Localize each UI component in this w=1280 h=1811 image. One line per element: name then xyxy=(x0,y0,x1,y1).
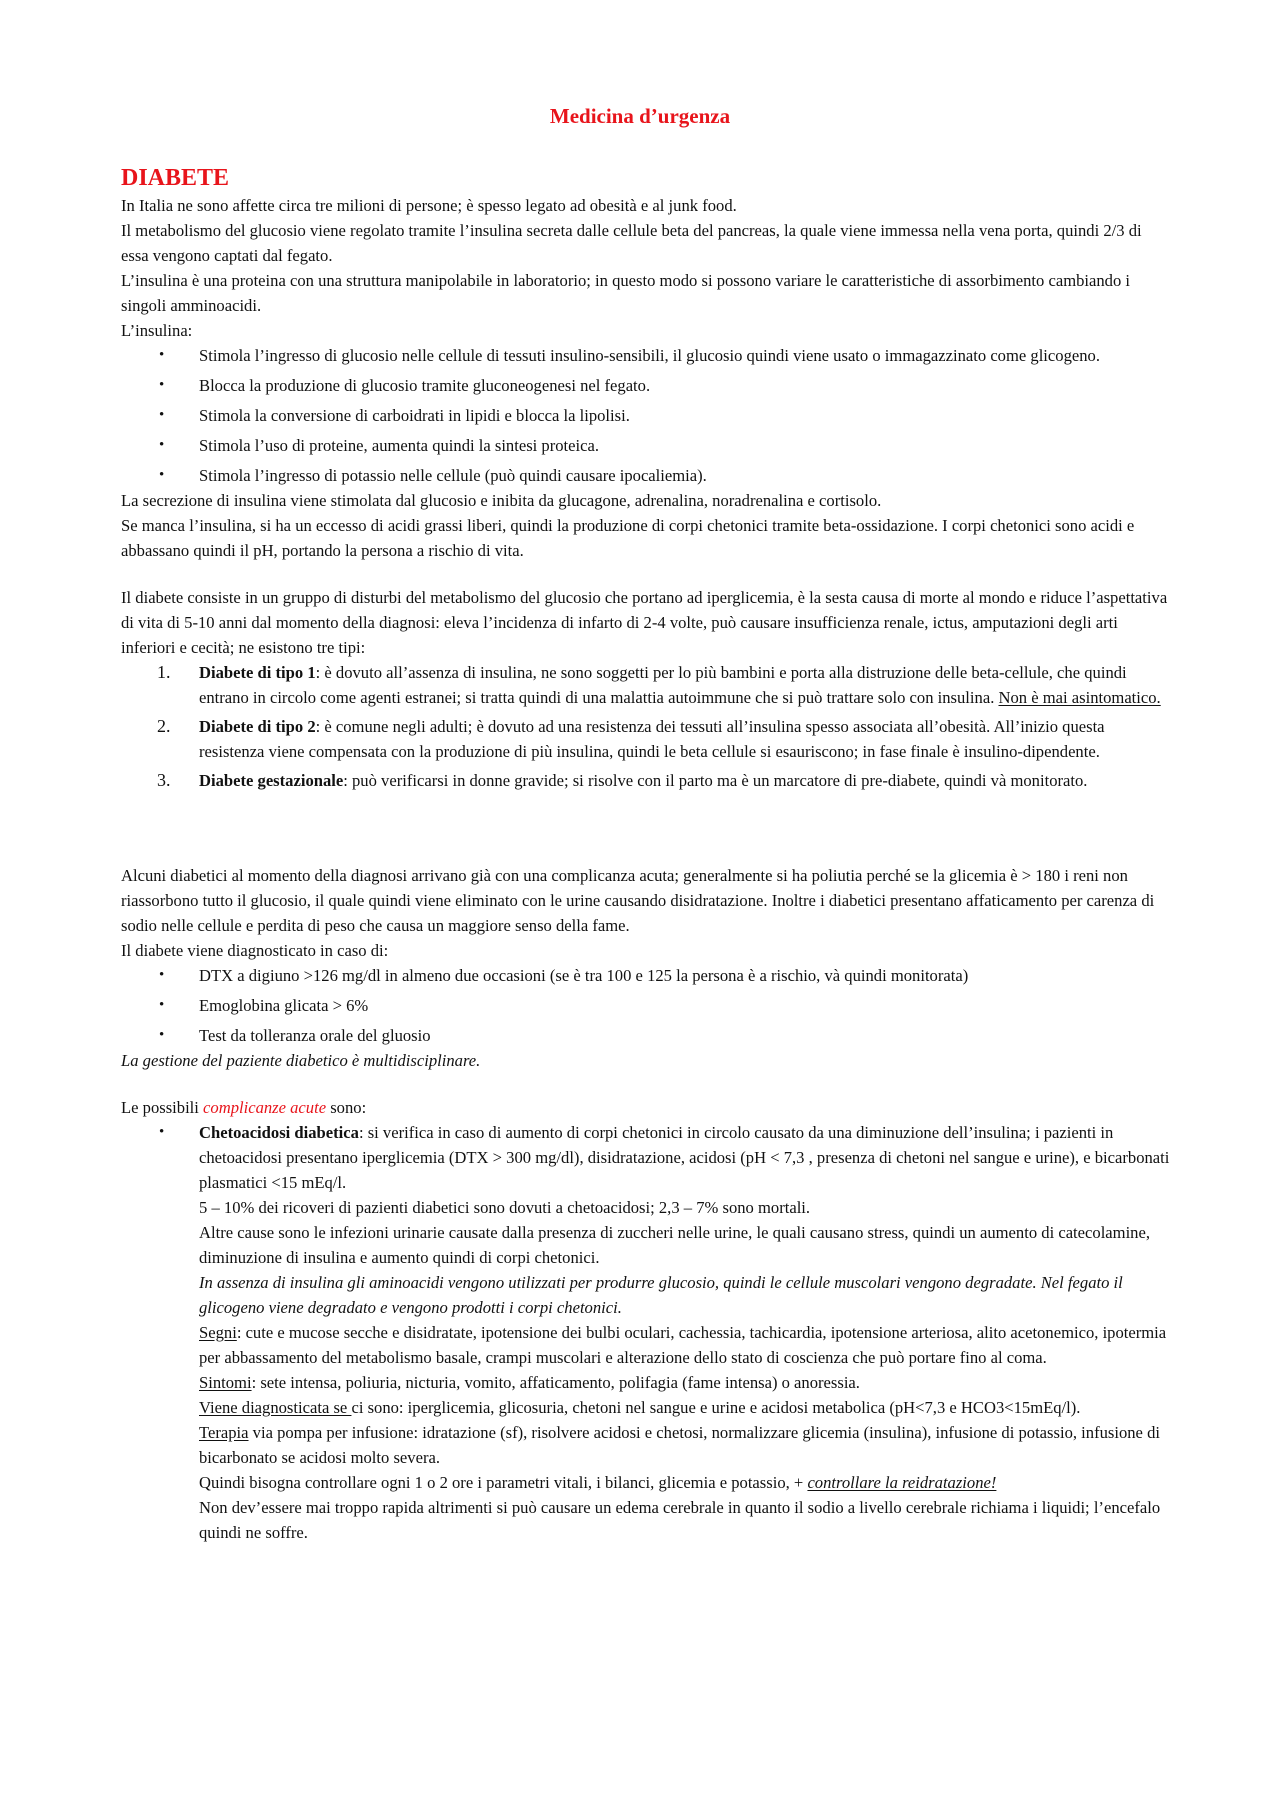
signs-label: Segni xyxy=(199,1323,237,1342)
list-item xyxy=(121,714,1171,764)
symptoms-label: Sintomi xyxy=(199,1373,252,1392)
list-item: • Test da tolleranza orale del gluosio xyxy=(121,1023,1171,1048)
list-item: • Stimola l’ingresso di glucosio nelle cellule di tessuti insulino-sensibili, il glucosio quindi viene usato o immagazzinato come glicogeno. xyxy=(121,343,1171,368)
diabetes-types-list xyxy=(121,660,1171,793)
complications-list xyxy=(121,1120,1171,1545)
section-heading-diabete: DIABETE xyxy=(121,165,230,191)
list-number: 1. xyxy=(157,662,171,682)
list-item: • Stimola la conversione di carboidrati in lipidi e blocca la lipolisi. xyxy=(121,403,1171,428)
list-item-chetoacidosi xyxy=(121,1120,1171,1545)
insulin-effects-list xyxy=(121,343,1171,488)
lead-text: sono: xyxy=(326,1098,367,1117)
list-item: • Stimola l’uso di proteine, aumenta quindi la sintesi proteica. xyxy=(121,433,1171,458)
definition-paragraph: Il diabete consiste in un gruppo di disturbi del metabolismo del glucosio che portano ad iperglicemia, è la sesta causa di morte al mondo e riduce l’aspettativa di vita di 5-10 anni dal momento della diagnosi: eleva l’incidenza di infarto di 2-4 volte, può causare insufficienza renale, ictus, amputazioni degli arti inferiori e cecità; ne esistono tre tipi: xyxy=(121,588,1168,657)
diagnosis-label: Viene diagnosticata se xyxy=(199,1398,352,1417)
type-text: : può verificarsi in donne gravide; si risolve con il parto ma è un marcatore di pre-diabete, quindi và monitorato. xyxy=(343,771,1088,790)
list-number: 3. xyxy=(157,770,171,790)
complication-text: Altre cause sono le infezioni urinarie causate dalla presenza di zuccheri nelle urine, le quali causano stress, quindi un aumento di catecolamine, diminuzione di insulina e aumento quindi di corpi chetonici. xyxy=(199,1223,1150,1267)
complication-text: 5 – 10% dei ricoveri di pazienti diabetici sono dovuti a chetoacidosi; 2,3 – 7% sono mortali. xyxy=(199,1198,811,1217)
type-underlined-note: Non è mai asintomatico. xyxy=(998,688,1161,707)
type-name: Diabete di tipo 1 xyxy=(199,663,316,682)
symptoms-text: : sete intensa, poliuria, nicturia, vomito, affaticamento, polifagia (fame intensa) o anoressia. xyxy=(251,1373,860,1392)
list-item: • DTX a digiuno >126 mg/dl in almeno due occasioni (se è tra 100 e 125 la persona è a rischio, và quindi monitorata) xyxy=(121,963,1171,988)
complication-name: Chetoacidosi diabetica xyxy=(199,1123,359,1142)
type-name: Diabete di tipo 2 xyxy=(199,717,316,736)
management-note: La gestione del paziente diabetico è multidisciplinare. xyxy=(121,1051,481,1070)
list-item: • Blocca la produzione di glucosio tramite gluconeogenesi nel fegato. xyxy=(121,373,1171,398)
complications-lead xyxy=(121,1095,1171,1120)
list-item xyxy=(121,660,1171,710)
lead-emphasis: complicanze acute xyxy=(203,1098,327,1117)
diagnosis-text: ci sono: iperglicemia, glicosuria, chetoni nel sangue e urine e acidosi metabolica (pH<7,3 e HCO3<15mEq/l). xyxy=(351,1398,1081,1417)
type-text: : è dovuto all’assenza di insulina, ne sono soggetti per lo più bambini e porta alla distruzione delle beta-cellule, che quindi entrano in circolo come agenti estranei; si tratta quindi di una malattia autoimmune che si può trattare solo con insulina. xyxy=(199,663,1127,707)
document-body xyxy=(121,163,1171,1550)
document-title: Medicina d’urgenza xyxy=(549,104,731,128)
type-text: : è comune negli adulti; è dovuto ad una resistenza dei tessuti all’insulina spesso associata all’obesità. All’inizio questa resistenza viene compensata con la produzione di più insulina, quindi le beta cellule si esauriscono; in fase finale è insulino-dipendente. xyxy=(199,717,1105,761)
diagnosis-lead: Il diabete viene diagnosticato in caso di: xyxy=(121,941,389,960)
type-name: Diabete gestazionale xyxy=(199,771,344,790)
diagnosis-criteria-list xyxy=(121,963,1171,1048)
lead-text: Le possibili xyxy=(121,1098,204,1117)
list-item: • Stimola l’ingresso di potassio nelle cellule (può quindi causare ipocaliemia). xyxy=(121,463,1171,488)
intro-paragraph: In Italia ne sono affette circa tre milioni di persone; è spesso legato ad obesità e al junk food. xyxy=(121,196,737,215)
therapy-label: Terapia xyxy=(199,1423,249,1442)
complication-text: In assenza di insulina gli aminoacidi vengono utilizzati per produrre glucosio, quindi le cellule muscolari vengono degradate. Nel fegato il glicogeno viene degradato e vengono prodotti i corpi chetonici. xyxy=(199,1273,1123,1317)
intro-paragraph: L’insulina è una proteina con una struttura manipolabile in laboratorio; in questo modo si possono variare le caratteristiche di assorbimento cambiando i singoli amminoacidi. xyxy=(121,271,1131,315)
complication-text: Non dev’essere mai troppo rapida altrimenti si può causare un edema cerebrale in quanto il sodio a livello cerebrale richiama i liquidi; l’encefalo quindi ne soffre. xyxy=(199,1498,1161,1542)
paragraph: Se manca l’insulina, si ha un eccesso di acidi grassi liberi, quindi la produzione di corpi chetonici tramite beta-ossidazione. I corpi chetonici sono acidi e abbassano quindi il pH, portando la persona a rischio di vita. xyxy=(121,516,1135,560)
intro-paragraph: L’insulina: xyxy=(121,321,193,340)
monitor-text: Quindi bisogna controllare ogni 1 o 2 ore i parametri vitali, i bilanci, glicemia e potassio, + xyxy=(199,1473,808,1492)
intro-paragraph: Il metabolismo del glucosio viene regolato tramite l’insulina secreta dalle cellule beta del pancreas, la quale viene immessa nella vena porta, quindi 2/3 di essa vengono captati dal fegato. xyxy=(121,221,1142,265)
paragraph: La secrezione di insulina viene stimolata dal glucosio e inibita da glucagone, adrenalina, noradrenalina e cortisolo. xyxy=(121,491,882,510)
diagnosis-intro-paragraph: Alcuni diabetici al momento della diagnosi arrivano già con una complicanza acuta; generalmente si ha poliutia perché se la glicemia è > 180 i reni non riassorbono tutto il glucosio, il quale quindi viene eliminato con le urine causando disidratazione. Inoltre i diabetici presentano affaticamento per carenza di sodio nelle cellule e perdita di peso che causa un maggiore senso della fame. xyxy=(121,866,1155,935)
list-item xyxy=(121,768,1171,793)
list-item: • Emoglobina glicata > 6% xyxy=(121,993,1171,1018)
complication-text: : si verifica in caso di aumento di corpi chetonici in circolo causato da una diminuzione dell’insulina; i pazienti in chetoacidosi presentano iperglicemia (DTX > 300 mg/dl), disidratazione, acidosi (pH < 7,3 , presenza di chetoni nel sangue e urine), e bicarbonati plasmatici <15 mEq/l. xyxy=(199,1123,1170,1192)
list-number: 2. xyxy=(157,716,171,736)
therapy-text: via pompa per infusione: idratazione (sf), risolvere acidosi e chetosi, normalizzare glicemia (insulina), infusione di potassio, infusione di bicarbonato se acidosi molto severa. xyxy=(199,1423,1160,1467)
signs-text: : cute e mucose secche e disidratate, ipotensione dei bulbi oculari, cachessia, tachicardia, ipotensione arteriosa, alito acetonemico, ipotermia per abbassamento del metabolismo basale, crampi muscolari e alterazione dello stato di coscienza che può portare fino al coma. xyxy=(199,1323,1167,1367)
monitor-emphasis: controllare la reidratazione! xyxy=(807,1473,997,1492)
